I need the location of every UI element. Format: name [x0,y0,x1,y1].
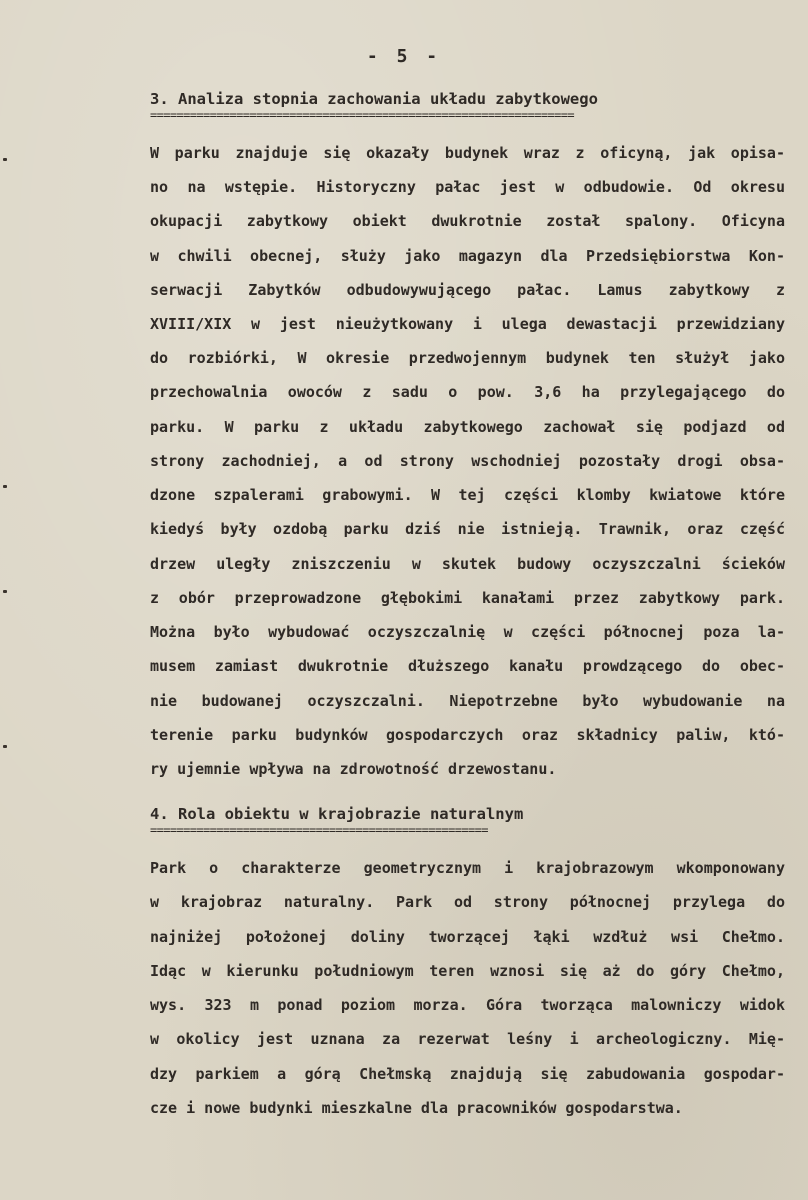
section-3-heading: 3. Analiza stopnia zachowania układu zabytkowego [150,90,598,108]
section-3-line: dzone szpalerami grabowymi. W tej części klomby kwiatowe które [150,486,785,504]
section-3-line: strony zachodniej, a od strony wschodniej pozostały drogi obsa- [150,452,785,470]
section-3-line: z obór przeprowadzone głębokimi kanałami przez zabytkowy park. [150,589,785,607]
section-3-line: serwacji Zabytków odbudowywującego pałac. Lamus zabytkowy z [150,281,785,299]
margin-speck [3,485,7,488]
section-3-line: drzew uległy zniszczeniu w skutek budowy oczyszczalni ścieków [150,555,785,573]
section-4-heading: 4. Rola obiektu w krajobrazie naturalnym [150,805,524,823]
section-3-line: W parku znajduje się okazały budynek wraz z oficyną, jak opisa- [150,144,785,162]
section-4-underline: =================================================== [150,824,488,836]
section-3-underline: ================================================================ [150,109,574,121]
section-3-line: okupacji zabytkowy obiekt dwukrotnie został spalony. Oficyna [150,212,785,230]
section-4-line: wys. 323 m ponad poziom morza. Góra tworząca malowniczy widok [150,996,785,1014]
margin-speck [3,158,7,161]
section-4-line: dzy parkiem a górą Chełmską znajdują się zabudowania gospodar- [150,1065,785,1083]
margin-speck [3,745,7,748]
section-3-line: Można było wybudować oczyszczalnię w części północnej poza la- [150,623,785,641]
section-3-line: do rozbiórki, W okresie przedwojennym budynek ten służył jako [150,349,785,367]
margin-speck [3,590,7,593]
section-3-line: terenie parku budynków gospodarczych oraz składnicy paliw, któ- [150,726,785,744]
section-4-line: Idąc w kierunku południowym teren wznosi się aż do góry Chełmo, [150,962,785,980]
section-3-line: w chwili obecnej, służy jako magazyn dla Przedsiębiorstwa Kon- [150,247,785,265]
section-3-line: kiedyś były ozdobą parku dziś nie istnieją. Trawnik, oraz część [150,520,785,538]
section-4-line: Park o charakterze geometrycznym i krajobrazowym wkomponowany [150,859,785,877]
section-3-line: XVIII/XIX w jest nieużytkowany i ulega dewastacji przewidziany [150,315,785,333]
section-3-line: parku. W parku z układu zabytkowego zachował się podjazd od [150,418,785,436]
section-3-line: musem zamiast dwukrotnie dłuższego kanału prowdzącego do obec- [150,657,785,675]
section-3-line: ry ujemnie wpływa na zdrowotność drzewostanu. [150,760,557,778]
section-3-line: nie budowanej oczyszczalni. Niepotrzebne było wybudowanie na [150,692,785,710]
section-4-line: w okolicy jest uznana za rezerwat leśny i archeologiczny. Mię- [150,1030,785,1048]
section-4-line: najniżej położonej doliny tworzącej łąki wzdłuż wsi Chełmo. [150,928,785,946]
section-3-line: no na wstępie. Historyczny pałac jest w odbudowie. Od okresu [150,178,785,196]
page-number: - 5 - [366,46,442,67]
section-4-line: w krajobraz naturalny. Park od strony północnej przylega do [150,893,785,911]
section-3-line: przechowalnia owoców z sadu o pow. 3,6 ha przylegającego do [150,383,785,401]
section-4-line: cze i nowe budynki mieszkalne dla pracowników gospodarstwa. [150,1099,683,1117]
